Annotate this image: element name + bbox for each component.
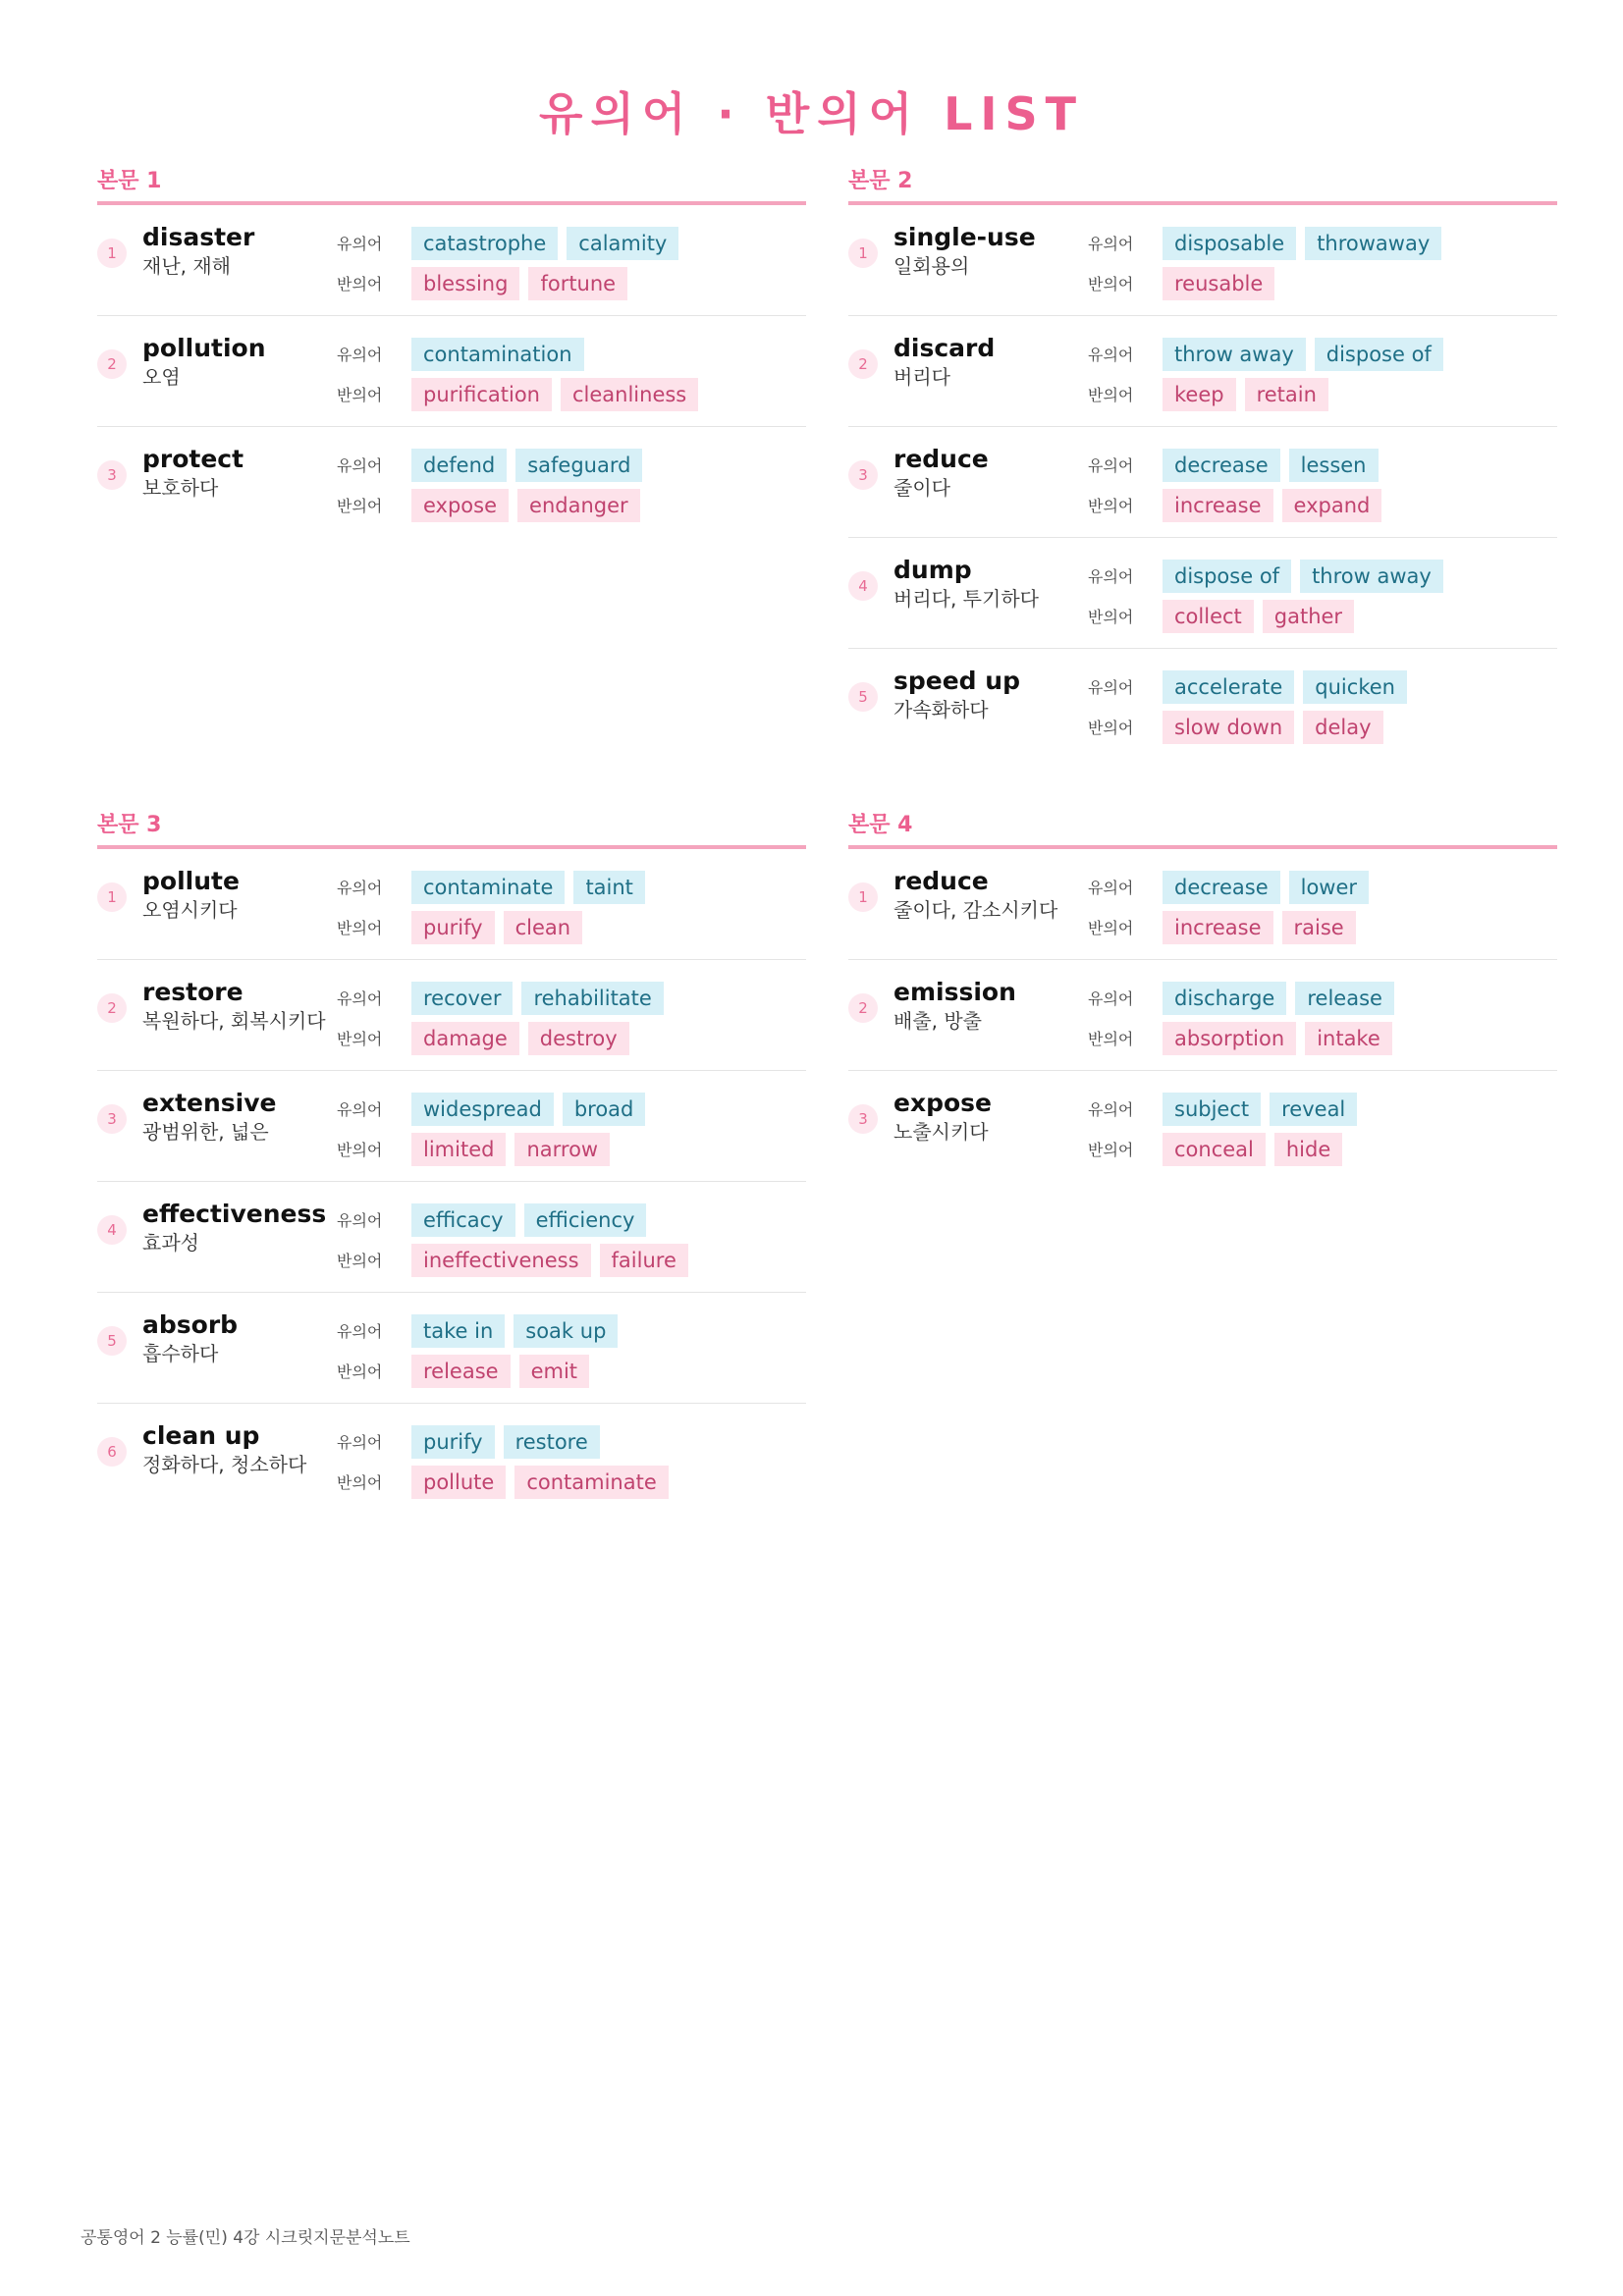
word-block	[893, 334, 1088, 391]
antonym-tag: slow down	[1163, 711, 1294, 744]
antonym-tag: gather	[1263, 600, 1354, 633]
entry-number-badge: 2	[848, 349, 878, 379]
antonym-tag: increase	[1163, 489, 1273, 522]
synonym-tag: lessen	[1289, 449, 1379, 482]
antonym-tag: ineffectiveness	[411, 1244, 591, 1277]
entry-number-badge: 1	[848, 882, 878, 912]
headword: extensive	[142, 1089, 277, 1117]
synonym-label: 유의어	[1088, 567, 1134, 586]
antonym-label: 반의어	[337, 386, 383, 404]
antonym-row	[337, 374, 806, 414]
synonym-tag: quicken	[1303, 670, 1407, 704]
vocab-entry	[97, 1293, 806, 1404]
antonym-tag: failure	[600, 1244, 688, 1277]
synonym-row	[337, 1089, 806, 1129]
synonym-row	[1088, 1089, 1557, 1129]
synonym-row	[1088, 223, 1557, 263]
vocab-entry	[97, 316, 806, 427]
synonym-tag: accelerate	[1163, 670, 1294, 704]
antonym-row	[1088, 1018, 1557, 1058]
antonym-row	[337, 1018, 806, 1058]
section-title: 본문 1	[97, 162, 806, 205]
headword: expose	[893, 1089, 992, 1117]
synonym-tag: take in	[411, 1314, 505, 1348]
vocab-entry	[97, 1404, 806, 1514]
vocab-entry	[848, 649, 1557, 759]
vocab-entry	[848, 849, 1557, 960]
headword: protect	[142, 445, 244, 473]
section-4	[848, 806, 1557, 1181]
relations-block	[1088, 978, 1557, 1058]
relations-block	[337, 1421, 806, 1502]
synonym-tag: dispose of	[1315, 338, 1443, 371]
korean-meaning: 정화하다, 청소하다	[142, 1453, 307, 1476]
headword: emission	[893, 978, 1016, 1006]
synonym-tag: contaminate	[411, 871, 565, 904]
antonym-tag: fortune	[528, 267, 627, 300]
entry-number-badge: 3	[97, 1104, 127, 1134]
entry-number-badge: 1	[97, 882, 127, 912]
entry-number-badge: 1	[848, 239, 878, 268]
headword: restore	[142, 978, 243, 1006]
antonym-label: 반의어	[337, 1252, 383, 1270]
synonym-label: 유의어	[1088, 879, 1134, 897]
synonym-tag: throw away	[1300, 560, 1443, 593]
synonym-tag: purify	[411, 1425, 495, 1459]
antonym-row	[337, 1351, 806, 1391]
korean-meaning: 오염시키다	[142, 898, 238, 922]
synonym-label: 유의어	[1088, 989, 1134, 1008]
antonym-row	[1088, 374, 1557, 414]
antonym-tag: contaminate	[514, 1466, 668, 1499]
entry-number-badge: 2	[97, 349, 127, 379]
antonym-tag: blessing	[411, 267, 519, 300]
antonym-tag: expand	[1282, 489, 1382, 522]
sections-grid	[97, 162, 1557, 1514]
vocab-entry	[848, 960, 1557, 1071]
antonym-tag: expose	[411, 489, 509, 522]
korean-meaning: 버리다	[893, 365, 950, 389]
synonym-tag: discharge	[1163, 982, 1286, 1015]
korean-meaning: 배출, 방출	[893, 1009, 982, 1033]
relations-block	[1088, 1089, 1557, 1169]
synonym-tag: lower	[1289, 871, 1369, 904]
synonym-row	[337, 334, 806, 374]
synonym-row	[1088, 867, 1557, 907]
word-block	[142, 1200, 337, 1256]
word-block	[142, 1421, 337, 1478]
relations-block	[337, 867, 806, 947]
word-block	[142, 223, 337, 280]
synonym-row	[1088, 667, 1557, 707]
entry-number-badge: 3	[848, 460, 878, 490]
antonym-tag: reusable	[1163, 267, 1274, 300]
antonym-tag: absorption	[1163, 1022, 1296, 1055]
headword: reduce	[893, 445, 989, 473]
headword: dump	[893, 556, 972, 584]
synonym-row	[337, 1421, 806, 1462]
synonym-tag: catastrophe	[411, 227, 558, 260]
antonym-row	[1088, 707, 1557, 747]
relations-block	[337, 445, 806, 525]
antonym-label: 반의어	[337, 497, 383, 515]
word-block	[893, 867, 1088, 924]
word-block	[142, 445, 337, 502]
section-title: 본문 4	[848, 806, 1557, 849]
entry-number-badge: 5	[97, 1326, 127, 1356]
korean-meaning: 줄이다, 감소시키다	[893, 898, 1058, 922]
synonym-tag: soak up	[514, 1314, 618, 1348]
korean-meaning: 복원하다, 회복시키다	[142, 1009, 326, 1033]
antonym-tag: delay	[1303, 711, 1382, 744]
word-block	[142, 334, 337, 391]
korean-meaning: 보호하다	[142, 476, 219, 500]
word-block	[142, 978, 337, 1035]
headword: pollute	[142, 867, 240, 895]
synonym-row	[1088, 978, 1557, 1018]
antonym-tag: clean	[504, 911, 582, 944]
antonym-row	[1088, 485, 1557, 525]
synonym-row	[337, 445, 806, 485]
synonym-label: 유의어	[1088, 346, 1134, 364]
antonym-tag: keep	[1163, 378, 1236, 411]
antonym-tag: raise	[1282, 911, 1356, 944]
word-block	[142, 1089, 337, 1146]
korean-meaning: 효과성	[142, 1231, 199, 1255]
antonym-label: 반의어	[337, 275, 383, 294]
relations-block	[1088, 667, 1557, 747]
antonym-row	[1088, 907, 1557, 947]
headword: disaster	[142, 223, 255, 251]
relations-block	[1088, 445, 1557, 525]
korean-meaning: 노출시키다	[893, 1120, 989, 1144]
vocab-entry	[97, 1182, 806, 1293]
synonym-tag: reveal	[1270, 1093, 1357, 1126]
synonym-tag: rehabilitate	[521, 982, 663, 1015]
synonym-tag: efficacy	[411, 1203, 515, 1237]
antonym-tag: purification	[411, 378, 552, 411]
synonym-label: 유의어	[1088, 235, 1134, 253]
section-2	[848, 162, 1557, 759]
synonym-tag: safeguard	[515, 449, 642, 482]
antonym-row	[337, 1240, 806, 1280]
antonym-tag: damage	[411, 1022, 519, 1055]
relations-block	[1088, 867, 1557, 947]
synonym-label: 유의어	[337, 1100, 383, 1119]
synonym-label: 유의어	[337, 989, 383, 1008]
antonym-label: 반의어	[1088, 1141, 1134, 1159]
antonym-tag: limited	[411, 1133, 506, 1166]
headword: discard	[893, 334, 996, 362]
relations-block	[1088, 223, 1557, 303]
entry-number-badge: 2	[848, 993, 878, 1023]
korean-meaning: 줄이다	[893, 476, 950, 500]
synonym-row	[337, 867, 806, 907]
entry-number-badge: 2	[97, 993, 127, 1023]
synonym-row	[337, 223, 806, 263]
antonym-tag: hide	[1274, 1133, 1342, 1166]
synonym-tag: defend	[411, 449, 507, 482]
antonym-row	[337, 907, 806, 947]
page-title: 유의어 · 반의어 LIST	[538, 87, 1085, 140]
antonym-label: 반의어	[337, 1141, 383, 1159]
antonym-row	[337, 485, 806, 525]
korean-meaning: 버리다, 투기하다	[893, 587, 1039, 611]
relations-block	[1088, 556, 1557, 636]
antonym-tag: purify	[411, 911, 495, 944]
headword: single-use	[893, 223, 1036, 251]
korean-meaning: 일회용의	[893, 254, 970, 278]
footer-text: 공통영어 2 능률(민) 4강 시크릿지문분석노트	[81, 2228, 410, 2248]
relations-block	[337, 334, 806, 414]
synonym-label: 유의어	[337, 879, 383, 897]
entry-number-badge: 3	[97, 460, 127, 490]
relations-block	[337, 223, 806, 303]
word-block	[893, 223, 1088, 280]
section-1	[97, 162, 806, 537]
antonym-row	[1088, 1129, 1557, 1169]
antonym-row	[337, 1129, 806, 1169]
relations-block	[337, 978, 806, 1058]
synonym-row	[337, 978, 806, 1018]
antonym-label: 반의어	[337, 1030, 383, 1048]
synonym-tag: widespread	[411, 1093, 554, 1126]
synonym-label: 유의어	[337, 346, 383, 364]
headword: pollution	[142, 334, 266, 362]
headword: reduce	[893, 867, 989, 895]
entry-number-badge: 4	[97, 1215, 127, 1245]
vocab-entry	[97, 960, 806, 1071]
relations-block	[337, 1089, 806, 1169]
vocab-entry	[97, 849, 806, 960]
synonym-row	[337, 1200, 806, 1240]
synonym-label: 유의어	[337, 1322, 383, 1341]
synonym-tag: broad	[563, 1093, 646, 1126]
antonym-label: 반의어	[337, 919, 383, 937]
relations-block	[1088, 334, 1557, 414]
antonym-label: 반의어	[1088, 1030, 1134, 1048]
word-block	[893, 556, 1088, 613]
antonym-tag: endanger	[517, 489, 640, 522]
synonym-row	[1088, 334, 1557, 374]
headword: clean up	[142, 1421, 260, 1450]
relations-block	[337, 1200, 806, 1280]
antonym-row	[337, 1462, 806, 1502]
headword: absorb	[142, 1310, 239, 1339]
synonym-tag: efficiency	[524, 1203, 647, 1237]
section-title: 본문 3	[97, 806, 806, 849]
vocab-entry	[848, 538, 1557, 649]
vocab-entry	[848, 1071, 1557, 1181]
synonym-tag: calamity	[567, 227, 678, 260]
antonym-tag: collect	[1163, 600, 1254, 633]
antonym-row	[337, 263, 806, 303]
vocab-entry	[97, 205, 806, 316]
synonym-tag: dispose of	[1163, 560, 1291, 593]
synonym-tag: taint	[573, 871, 644, 904]
word-block	[893, 1089, 1088, 1146]
synonym-tag: decrease	[1163, 871, 1280, 904]
antonym-tag: conceal	[1163, 1133, 1266, 1166]
antonym-tag: pollute	[411, 1466, 506, 1499]
vocab-entry	[97, 1071, 806, 1182]
antonym-tag: release	[411, 1355, 511, 1388]
synonym-tag: disposable	[1163, 227, 1296, 260]
word-block	[893, 978, 1088, 1035]
korean-meaning: 오염	[142, 365, 181, 389]
antonym-tag: intake	[1305, 1022, 1392, 1055]
synonym-tag: recover	[411, 982, 513, 1015]
synonym-label: 유의어	[1088, 678, 1134, 697]
antonym-label: 반의어	[1088, 719, 1134, 737]
antonym-label: 반의어	[1088, 497, 1134, 515]
synonym-label: 유의어	[337, 235, 383, 253]
vocab-entry	[848, 316, 1557, 427]
synonym-row	[1088, 556, 1557, 596]
entry-number-badge: 6	[97, 1437, 127, 1467]
antonym-tag: retain	[1245, 378, 1328, 411]
entry-number-badge: 1	[97, 239, 127, 268]
synonym-label: 유의어	[337, 1433, 383, 1452]
word-block	[142, 1310, 337, 1367]
section-title: 본문 2	[848, 162, 1557, 205]
word-block	[142, 867, 337, 924]
synonym-tag: subject	[1163, 1093, 1261, 1126]
antonym-label: 반의어	[1088, 919, 1134, 937]
antonym-label: 반의어	[337, 1362, 383, 1381]
antonym-label: 반의어	[337, 1473, 383, 1492]
antonym-row	[1088, 596, 1557, 636]
headword: speed up	[893, 667, 1020, 695]
synonym-label: 유의어	[337, 1211, 383, 1230]
antonym-tag: narrow	[514, 1133, 610, 1166]
vocab-entry	[97, 427, 806, 537]
synonym-label: 유의어	[1088, 456, 1134, 475]
korean-meaning: 가속화하다	[893, 698, 989, 721]
antonym-tag: emit	[519, 1355, 589, 1388]
synonym-tag: throwaway	[1305, 227, 1441, 260]
word-block	[893, 445, 1088, 502]
synonym-tag: contamination	[411, 338, 584, 371]
vocab-entry	[848, 205, 1557, 316]
antonym-label: 반의어	[1088, 386, 1134, 404]
synonym-row	[1088, 445, 1557, 485]
headword: effectiveness	[142, 1200, 327, 1228]
antonym-tag: destroy	[528, 1022, 629, 1055]
korean-meaning: 재난, 재해	[142, 254, 231, 278]
antonym-label: 반의어	[1088, 608, 1134, 626]
entry-number-badge: 5	[848, 682, 878, 712]
synonym-row	[337, 1310, 806, 1351]
korean-meaning: 흡수하다	[142, 1342, 219, 1365]
vocab-entry	[848, 427, 1557, 538]
antonym-label: 반의어	[1088, 275, 1134, 294]
antonym-row	[1088, 263, 1557, 303]
synonym-tag: release	[1295, 982, 1394, 1015]
relations-block	[337, 1310, 806, 1391]
synonym-tag: decrease	[1163, 449, 1280, 482]
synonym-label: 유의어	[337, 456, 383, 475]
antonym-tag: increase	[1163, 911, 1273, 944]
synonym-tag: restore	[504, 1425, 600, 1459]
section-3	[97, 806, 806, 1514]
word-block	[893, 667, 1088, 723]
synonym-label: 유의어	[1088, 1100, 1134, 1119]
entry-number-badge: 4	[848, 571, 878, 601]
synonym-tag: throw away	[1163, 338, 1306, 371]
entry-number-badge: 3	[848, 1104, 878, 1134]
antonym-tag: cleanliness	[561, 378, 698, 411]
korean-meaning: 광범위한, 넓은	[142, 1120, 269, 1144]
